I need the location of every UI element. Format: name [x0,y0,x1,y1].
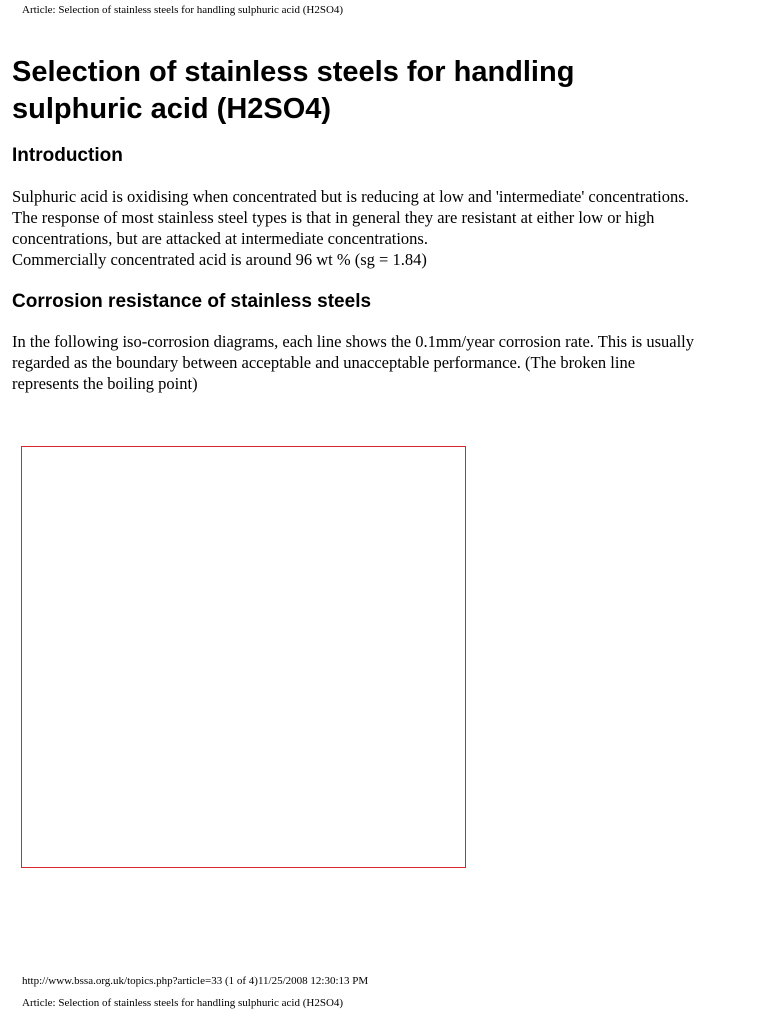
page-title-line-1: Selection of stainless steels for handling [12,56,575,88]
introduction-heading: Introduction [12,145,123,166]
corrosion-line-3: represents the boiling point) [12,374,198,393]
introduction-line-1: Sulphuric acid is oxidising when concentrated but is reducing at low and 'intermediate' concentrations. [12,187,689,206]
corrosion-line-2: regarded as the boundary between acceptable and unacceptable performance. (The broken line [12,353,636,372]
page-title-line-2: sulphuric acid (H2SO4) [12,93,332,125]
page-title [12,54,752,128]
print-header-title: Article: Selection of stainless steels for handling sulphuric acid (H2SO4) [22,4,344,16]
corrosion-line-1: In the following iso-corrosion diagrams, each line shows the 0.1mm/year corrosion rate. This is usually [12,332,695,351]
introduction-paragraph [12,186,752,270]
introduction-line-4: Commercially concentrated acid is around 96 wt % (sg = 1.84) [12,250,427,269]
article-body [12,54,752,394]
print-footer-title: Article: Selection of stainless steels for handling sulphuric acid (H2SO4) [22,997,344,1009]
print-footer-url: http://www.bssa.org.uk/topics.php?article=33 (1 of 4)11/25/2008 12:30:13 PM [22,975,369,987]
corrosion-resistance-heading: Corrosion resistance of stainless steels [12,291,372,312]
corrosion-paragraph [12,331,752,394]
iso-corrosion-diagram-frame [21,446,466,868]
introduction-line-3: concentrations, but are attacked at intermediate concentrations. [12,229,428,248]
introduction-line-2: The response of most stainless steel types is that in general they are resistant at either low or high [12,208,655,227]
